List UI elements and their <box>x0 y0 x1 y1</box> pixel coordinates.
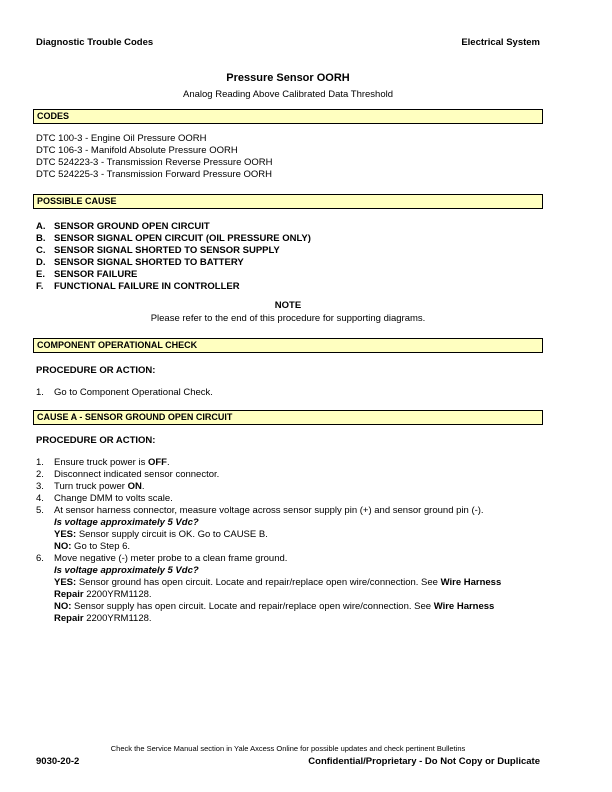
cause-item: D. SENSOR SIGNAL SHORTED TO BATTERY <box>36 257 244 268</box>
component-check-heading: COMPONENT OPERATIONAL CHECK <box>33 338 543 353</box>
code-item: DTC 524225-3 - Transmission Forward Pressure OORH <box>36 169 272 180</box>
page-title: Pressure Sensor OORH <box>226 72 350 84</box>
cause-item: B. SENSOR SIGNAL OPEN CIRCUIT (OIL PRESSURE ONLY) <box>36 233 311 244</box>
procedure-step: 1. Go to Component Operational Check. <box>36 387 213 398</box>
codes-section-heading: CODES <box>33 109 543 124</box>
cause-item: F. FUNCTIONAL FAILURE IN CONTROLLER <box>36 281 240 292</box>
procedure-heading: PROCEDURE OR ACTION: <box>36 365 156 376</box>
component-steps <box>36 387 541 399</box>
note-title: NOTE <box>274 300 302 311</box>
wire-harness-link[interactable]: Wire Harness <box>433 601 495 612</box>
possible-cause-heading: POSSIBLE CAUSE <box>33 194 543 209</box>
code-item: DTC 106-3 - Manifold Absolute Pressure OORH <box>36 145 238 156</box>
procedure-step: 4. Change DMM to volts scale. <box>36 493 173 504</box>
repair-link[interactable]: Repair <box>54 589 84 600</box>
cause-item: C. SENSOR SIGNAL SHORTED TO SENSOR SUPPLY <box>36 245 280 256</box>
header-right: Electrical System <box>461 37 540 48</box>
wire-harness-link[interactable]: Wire Harness <box>440 577 502 588</box>
cause-item: E. SENSOR FAILURE <box>36 269 138 280</box>
procedure-step: 5. At sensor harness connector, measure voltage across sensor supply pin (+) and sensor ground pin (-). Is voltage approximately 5 Vdc? YES: Sensor supply circuit is OK. Go to CAUSE B. NO: Go to Step 6. <box>36 505 541 553</box>
procedure-heading: PROCEDURE OR ACTION: <box>36 435 156 446</box>
code-item: DTC 100-3 - Engine Oil Pressure OORH <box>36 133 207 144</box>
cause-item: A. SENSOR GROUND OPEN CIRCUIT <box>36 221 210 232</box>
confidential-notice: Confidential/Proprietary - Do Not Copy or Duplicate <box>308 756 540 767</box>
procedure-step: 1. Ensure truck power is OFF. <box>36 457 170 468</box>
procedure-step: 3. Turn truck power ON. <box>36 481 145 492</box>
possible-cause-list <box>36 221 311 293</box>
code-item: DTC 524223-3 - Transmission Reverse Pressure OORH <box>36 157 273 168</box>
codes-list <box>36 133 273 181</box>
page-subtitle: Analog Reading Above Calibrated Data Threshold <box>182 89 394 100</box>
step-question: Is voltage approximately 5 Vdc? <box>54 517 199 528</box>
repair-link[interactable]: Repair <box>54 613 84 624</box>
procedure-step: 6. Move negative (-) meter probe to a clean frame ground. Is voltage approximately 5 Vdc? YES: Sensor ground has open circuit. Locate and repair/replace open wire/connection. See Wire Harness Repair 2200YRM1128. NO: Sensor supply has open circuit. Locate and repair/replace open wire/connection. See Wire Harness Repair 2200YRM1128. <box>36 553 541 625</box>
procedure-step: 2. Disconnect indicated sensor connector. <box>36 469 220 480</box>
note-body: Please refer to the end of this procedure for supporting diagrams. <box>150 313 426 324</box>
footer-note: Check the Service Manual section in Yale Axcess Online for possible updates and check pertinent Bulletins <box>110 744 466 753</box>
step-question: Is voltage approximately 5 Vdc? <box>54 565 199 576</box>
cause-a-steps <box>36 457 541 625</box>
header-left: Diagnostic Trouble Codes <box>36 37 154 48</box>
page-number: 9030-20-2 <box>36 756 80 767</box>
cause-a-heading: CAUSE A - SENSOR GROUND OPEN CIRCUIT <box>33 410 543 425</box>
